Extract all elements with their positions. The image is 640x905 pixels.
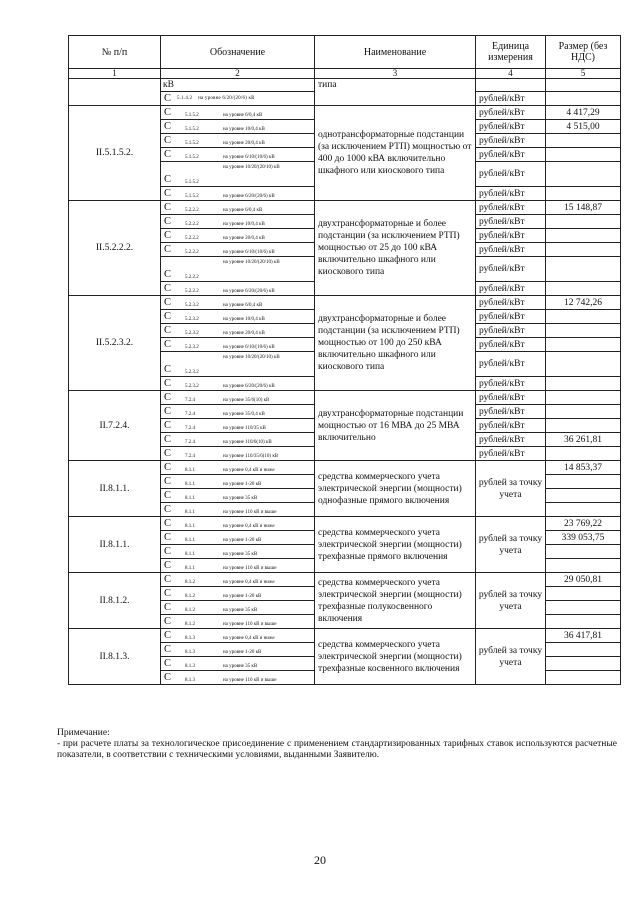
designation-letter: С	[164, 574, 172, 585]
column-number: 5	[546, 69, 621, 79]
voltage-level: на уровне 6/20/(20/6) кВ	[223, 194, 275, 199]
row-value	[546, 545, 621, 559]
voltage-level: на уровне 10/0,4 кВ	[223, 127, 265, 132]
voltage-level: на уровне 20/0,4 кВ	[223, 236, 265, 241]
row-name: двухтрансформаторные и более подстанции (за исключением РТП) мощностью от 100 до 250 кВА включительно шкафного или киоскового типа	[315, 296, 476, 391]
designation-cell	[161, 391, 315, 405]
designation-cell	[161, 310, 315, 324]
row-unit: рублей/кВт	[476, 338, 546, 352]
voltage-level: на уровне 0,4 кВ и ниже	[223, 524, 275, 529]
row-value	[546, 405, 621, 419]
row-unit: рублей/кВт	[476, 282, 546, 296]
row-value	[546, 282, 621, 296]
designation-letter: С	[164, 202, 172, 213]
voltage-level: на уровне 10/0,4 кВ	[223, 222, 265, 227]
row-value	[546, 310, 621, 324]
designation-index: 5.2.2.2	[185, 289, 199, 294]
designation-letter: С	[164, 230, 172, 241]
designation-letter: С	[164, 149, 172, 160]
designation-cell	[161, 629, 315, 643]
carry-unit: рублей/кВт	[476, 92, 546, 106]
designation-index: 5.2.3.2	[185, 317, 199, 322]
row-unit: рублей/кВт	[476, 134, 546, 148]
voltage-level: на уровне 0,4 кВ и ниже	[223, 580, 275, 585]
row-value	[546, 162, 621, 187]
designation-index: 7.2.4	[185, 454, 195, 459]
header-designation: Обозначение	[161, 36, 315, 69]
designation-index: 8.1.1	[185, 482, 195, 487]
designation-letter: С	[164, 616, 172, 627]
designation-cell	[161, 215, 315, 229]
designation-index: 5.1.5.2	[185, 141, 199, 146]
header-name: Наименование	[315, 36, 476, 69]
note-text: - при расчете платы за технологическое присоединение с применением стандартизированных тарифных ставок используются расчетные показатели, в соответствии с техническими условиями, выданными Заявителю.	[57, 739, 617, 760]
designation-index: 5.2.2.2	[185, 208, 199, 213]
column-number: 2	[161, 69, 315, 79]
voltage-level: на уровне 110/6(10) кВ	[223, 440, 272, 445]
designation-cell	[161, 601, 315, 615]
designation-index: 8.1.1	[185, 524, 195, 529]
header-number: № п/п	[69, 36, 161, 69]
carry-unit-empty	[476, 79, 546, 92]
designation-cell	[161, 433, 315, 447]
row-value: 29 050,81	[546, 573, 621, 587]
row-name: двухтрансформаторные и более подстанции (за исключением РТП) мощностью от 25 до 100 кВА включительно шкафного или киоскового типа	[315, 201, 476, 296]
voltage-level: на уровне 6/10/(10/6) кВ	[223, 155, 275, 160]
designation-letter: С	[164, 434, 172, 445]
designation-index: 7.2.4	[185, 398, 195, 403]
row-unit: рублей за точку учета	[476, 573, 546, 629]
row-unit: рублей/кВт	[476, 106, 546, 120]
designation-letter: С	[164, 244, 172, 255]
designation-cell	[161, 352, 315, 377]
voltage-level: на уровне 6/10/(10/6) кВ	[223, 250, 275, 255]
voltage-level: на уровне 35 кВ	[223, 664, 258, 669]
row-value	[546, 391, 621, 405]
designation-letter: С	[164, 216, 172, 227]
row-unit: рублей за точку учета	[476, 517, 546, 573]
row-value: 4 417,29	[546, 106, 621, 120]
designation-cell	[161, 324, 315, 338]
voltage-level: на уровне 110 кВ и выше	[223, 566, 277, 571]
header-unit: Единица измерения	[476, 36, 546, 69]
designation-letter: С	[164, 121, 172, 132]
row-value: 4 515,00	[546, 120, 621, 134]
designation-letter: С	[164, 448, 172, 459]
row-code: II.8.1.2.	[69, 573, 161, 629]
designation-cell	[161, 671, 315, 685]
row-value	[546, 215, 621, 229]
column-number-row	[69, 69, 621, 79]
designation-letter: С	[164, 392, 172, 403]
voltage-level: на уровне 110 кВ и выше	[223, 622, 277, 627]
row-unit: рублей за точку учета	[476, 461, 546, 517]
voltage-level: на уровне 35 кВ	[223, 496, 258, 501]
carry-row	[69, 79, 621, 92]
designation-index: 5.1.5.2	[185, 127, 199, 132]
designation-letter: С	[164, 546, 172, 557]
voltage-level: на уровне 20/0,4 кВ	[223, 141, 265, 146]
voltage-level: на уровне 35/0,4 кВ	[223, 412, 265, 417]
table-row	[69, 517, 621, 531]
designation-letter: С	[164, 602, 172, 613]
designation-cell	[161, 257, 315, 282]
designation-index: 8.1.2	[185, 608, 195, 613]
carry-code	[69, 79, 161, 106]
designation-cell	[161, 587, 315, 601]
row-name: средства коммерческого учета электрической энергии (мощности) трехфазные косвенного включения	[315, 629, 476, 685]
designation-cell	[161, 643, 315, 657]
row-value	[546, 229, 621, 243]
designation-cell	[161, 517, 315, 531]
row-code: II.8.1.1.	[69, 461, 161, 517]
row-unit: рублей/кВт	[476, 229, 546, 243]
carry-value	[546, 92, 621, 106]
designation-cell	[161, 120, 315, 134]
designation-index: 8.1.2	[185, 594, 195, 599]
column-number: 1	[69, 69, 161, 79]
designation-cell	[161, 475, 315, 489]
row-value	[546, 489, 621, 503]
row-unit: рублей/кВт	[476, 391, 546, 405]
designation-cell	[161, 282, 315, 296]
designation-cell	[161, 545, 315, 559]
designation-letter: С	[164, 174, 172, 185]
designation-letter: С	[164, 462, 172, 473]
voltage-level: на уровне 0,4 кВ и ниже	[223, 636, 275, 641]
row-code: II.5.2.3.2.	[69, 296, 161, 391]
designation-index: 5.2.3.2	[185, 303, 199, 308]
designation-index: 7.2.4	[185, 412, 195, 417]
table-row	[69, 296, 621, 310]
designation-letter: С	[164, 672, 172, 683]
column-number: 4	[476, 69, 546, 79]
designation-letter: С	[164, 644, 172, 655]
carry-name: типа	[315, 79, 476, 106]
designation-cell	[161, 229, 315, 243]
designation-index: 5.1.5.2	[185, 113, 199, 118]
row-unit: рублей/кВт	[476, 447, 546, 461]
designation-letter: С	[164, 378, 172, 389]
row-unit: рублей/кВт	[476, 433, 546, 447]
row-value: 12 742,26	[546, 296, 621, 310]
designation-letter: С	[164, 269, 172, 280]
designation-cell	[161, 447, 315, 461]
designation-index: 5.1.5.2	[185, 180, 199, 185]
row-unit: рублей/кВт	[476, 352, 546, 377]
row-unit: рублей/кВт	[476, 310, 546, 324]
voltage-level: на уровне 6/0,4 кВ	[223, 208, 263, 213]
designation-letter: С	[164, 339, 172, 350]
row-name: однотрансформаторные подстанции (за исключением РТП) мощностью от 400 до 1000 кВА включительно шкафного или киоскового типа	[315, 106, 476, 201]
row-value	[546, 377, 621, 391]
row-name: средства коммерческого учета электрической энергии (мощности) однофазные прямого включения	[315, 461, 476, 517]
row-value	[546, 643, 621, 657]
designation-letter: С	[164, 420, 172, 431]
designation-index: 5.2.3.2	[185, 331, 199, 336]
row-unit: рублей/кВт	[476, 257, 546, 282]
designation-letter: С	[164, 658, 172, 669]
designation-index: 8.1.2	[185, 622, 195, 627]
voltage-level: на уровне 1-20 кВ	[223, 650, 262, 655]
designation-letter: С	[164, 364, 172, 375]
row-value	[546, 447, 621, 461]
designation-cell	[161, 338, 315, 352]
row-value: 36 261,81	[546, 433, 621, 447]
designation-cell	[161, 187, 315, 201]
designation-index: 5.2.3.2	[185, 370, 199, 375]
designation-letter: С	[164, 107, 172, 118]
row-value: 15 148,87	[546, 201, 621, 215]
row-value	[546, 475, 621, 489]
row-unit: рублей/кВт	[476, 324, 546, 338]
voltage-level: на уровне 110 кВ и выше	[223, 678, 277, 683]
designation-index: 5.2.2.2	[185, 222, 199, 227]
row-value	[546, 671, 621, 685]
voltage-level: на уровне 20/0,4 кВ	[223, 331, 265, 336]
page-number: 20	[314, 853, 326, 867]
designation-index: 8.1.3	[185, 636, 195, 641]
row-unit: рублей/кВт	[476, 215, 546, 229]
voltage-level: на уровне 6/0,4 кВ	[223, 113, 263, 118]
row-value: 14 853,37	[546, 461, 621, 475]
row-code: II.8.1.1.	[69, 517, 161, 573]
voltage-level: на уровне 10/20/(20/10) кВ	[223, 260, 280, 265]
designation-letter: С	[164, 297, 172, 308]
carry-desc: кВ	[161, 79, 315, 92]
row-value	[546, 657, 621, 671]
row-code: II.7.2.4.	[69, 391, 161, 461]
voltage-level: на уровне 10/20/(20/10) кВ	[223, 355, 280, 360]
designation-cell	[161, 134, 315, 148]
voltage-level: на уровне 1-20 кВ	[223, 482, 262, 487]
row-value: 36 417,81	[546, 629, 621, 643]
row-value	[546, 559, 621, 573]
voltage-level: на уровне 1-20 кВ	[223, 594, 262, 599]
row-code: II.5.1.5.2.	[69, 106, 161, 201]
header-row	[69, 36, 621, 69]
row-unit: рублей/кВт	[476, 120, 546, 134]
designation-letter: С	[164, 188, 172, 199]
designation-cell	[161, 503, 315, 517]
designation-index: 8.1.3	[185, 678, 195, 683]
row-unit: рублей/кВт	[476, 377, 546, 391]
voltage-level: на уровне 1-20 кВ	[223, 538, 262, 543]
designation-letter: С	[164, 630, 172, 641]
designation-index: 8.1.1	[185, 468, 195, 473]
row-unit: рублей/кВт	[476, 419, 546, 433]
row-value	[546, 148, 621, 162]
designation-index: 8.1.3	[185, 664, 195, 669]
voltage-level: на уровне 110 кВ и выше	[223, 510, 277, 515]
designation-letter: С	[164, 283, 172, 294]
designation-index: 5.2.3.2	[185, 345, 199, 350]
designation-cell	[161, 243, 315, 257]
note	[57, 728, 617, 761]
row-name: средства коммерческого учета электрической энергии (мощности) трехфазные полукосвенного включения	[315, 573, 476, 629]
designation-cell	[161, 106, 315, 120]
table-row	[69, 391, 621, 405]
designation-index: 5.2.2.2	[185, 275, 199, 280]
voltage-level: на уровне 35 кВ	[223, 552, 258, 557]
row-value	[546, 419, 621, 433]
header-size: Размер (без НДС)	[546, 36, 621, 69]
designation-cell	[161, 615, 315, 629]
row-code: II.8.1.3.	[69, 629, 161, 685]
row-unit: рублей за точку учета	[476, 629, 546, 685]
row-value	[546, 134, 621, 148]
designation-letter: С	[164, 504, 172, 515]
row-unit: рублей/кВт	[476, 243, 546, 257]
designation-cell	[161, 419, 315, 433]
voltage-level: на уровне 10/0,4 кВ	[223, 317, 265, 322]
designation-cell	[161, 296, 315, 310]
voltage-level: на уровне 10/20/(20/10) кВ	[223, 165, 280, 170]
designation-cell	[161, 531, 315, 545]
row-unit: рублей/кВт	[476, 296, 546, 310]
row-code: II.5.2.2.2.	[69, 201, 161, 296]
designation-cell	[161, 201, 315, 215]
voltage-level: на уровне 35/6(10) кВ	[223, 398, 270, 403]
row-unit: рублей/кВт	[476, 162, 546, 187]
designation-index: 5.2.2.2	[185, 236, 199, 241]
designation-cell	[161, 148, 315, 162]
designation-letter: С	[164, 325, 172, 336]
designation-cell	[161, 162, 315, 187]
designation-letter: С	[164, 532, 172, 543]
note-title: Примечание:	[57, 728, 110, 738]
table-row	[69, 106, 621, 120]
designation-index: 8.1.1	[185, 552, 195, 557]
designation-index: 8.1.2	[185, 580, 195, 585]
designation-index: 8.1.3	[185, 650, 195, 655]
designation-cell	[161, 559, 315, 573]
designation-index: 8.1.1	[185, 510, 195, 515]
designation-index: 8.1.1	[185, 496, 195, 501]
designation-index: 7.2.4	[185, 440, 195, 445]
table-row	[69, 573, 621, 587]
voltage-level: на уровне 6/10/(10/6) кВ	[223, 345, 275, 350]
voltage-level: на уровне 0,4 кВ и ниже	[223, 468, 275, 473]
designation-cell	[161, 657, 315, 671]
row-value	[546, 257, 621, 282]
designation-index: 5.1.5.2	[185, 194, 199, 199]
row-value: 23 769,22	[546, 517, 621, 531]
row-value	[546, 187, 621, 201]
row-value	[546, 503, 621, 517]
row-value	[546, 243, 621, 257]
designation-letter: С	[164, 518, 172, 529]
carry-designation: С 5.1.4.2 на уровне 6/20/(20/6) кВ	[161, 92, 315, 106]
voltage-level: на уровне 35 кВ	[223, 608, 258, 613]
designation-letter: С	[164, 490, 172, 501]
voltage-level: на уровне 110/35/6(10) кВ	[223, 454, 279, 459]
row-value	[546, 338, 621, 352]
designation-cell	[161, 573, 315, 587]
designation-index: 8.1.1	[185, 566, 195, 571]
row-unit: рублей/кВт	[476, 201, 546, 215]
row-unit: рублей/кВт	[476, 187, 546, 201]
designation-index: 5.2.3.2	[185, 384, 199, 389]
voltage-level: на уровне 110/35 кВ	[223, 426, 266, 431]
table-row	[69, 629, 621, 643]
designation-index: 7.2.4	[185, 426, 195, 431]
designation-cell	[161, 405, 315, 419]
carry-value-empty	[546, 79, 621, 92]
row-value	[546, 324, 621, 338]
designation-cell	[161, 377, 315, 391]
tariff-table	[68, 35, 621, 685]
designation-cell	[161, 461, 315, 475]
designation-letter: С	[164, 311, 172, 322]
table-row	[69, 201, 621, 215]
row-value	[546, 601, 621, 615]
designation-letter: С	[164, 406, 172, 417]
designation-index: 5.2.2.2	[185, 250, 199, 255]
row-value	[546, 587, 621, 601]
voltage-level: на уровне 6/0,4 кВ	[223, 303, 263, 308]
designation-index: 5.1.5.2	[185, 155, 199, 160]
voltage-level: на уровне 6/20/(20/6) кВ	[223, 384, 275, 389]
row-name: средства коммерческого учета электрической энергии (мощности) трехфазные прямого включения	[315, 517, 476, 573]
row-value	[546, 615, 621, 629]
designation-letter: С	[164, 560, 172, 571]
designation-letter: С	[164, 135, 172, 146]
designation-index: 8.1.1	[185, 538, 195, 543]
row-unit: рублей/кВт	[476, 405, 546, 419]
designation-cell	[161, 489, 315, 503]
table-row	[69, 461, 621, 475]
row-unit: рублей/кВт	[476, 148, 546, 162]
row-value	[546, 352, 621, 377]
column-number: 3	[315, 69, 476, 79]
row-value: 339 053,75	[546, 531, 621, 545]
row-name: двухтрансформаторные подстанции мощностью от 16 МВА до 25 МВА включительно	[315, 391, 476, 461]
designation-letter: С	[164, 476, 172, 487]
voltage-level: на уровне 6/20/(20/6) кВ	[223, 289, 275, 294]
designation-letter: С	[164, 588, 172, 599]
